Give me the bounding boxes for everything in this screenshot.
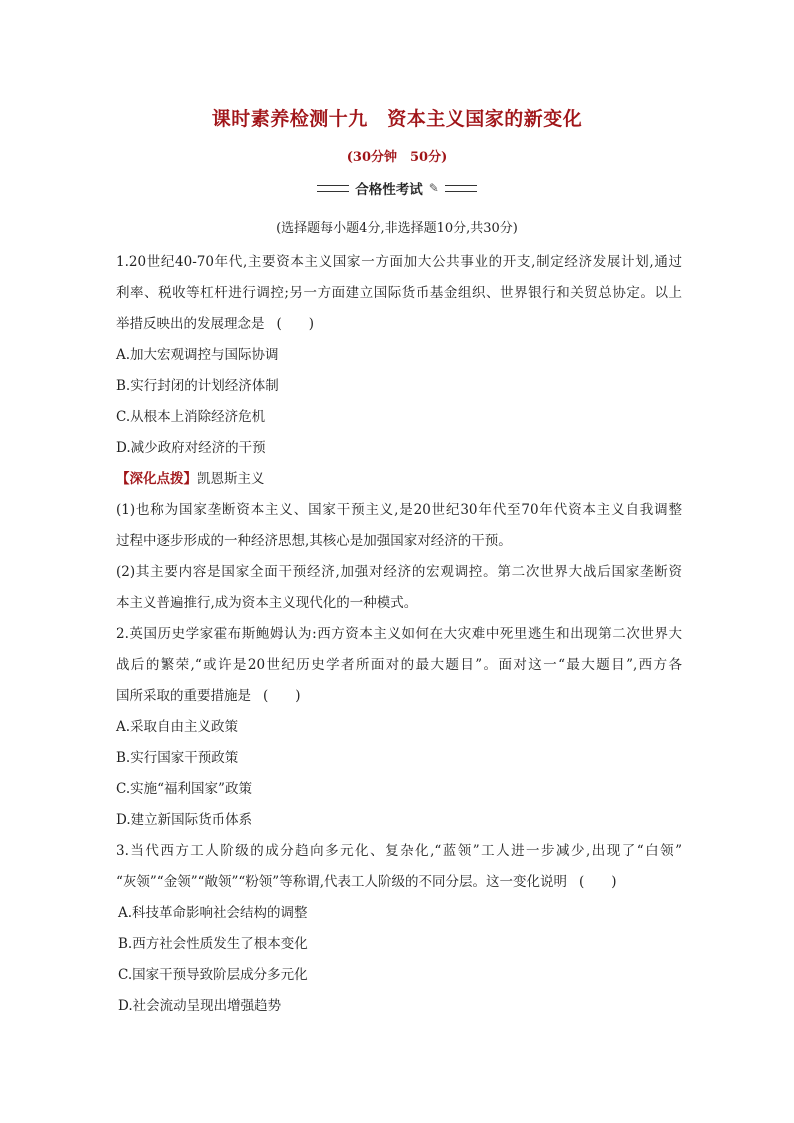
option-c: C.实施“福利国家”政策 [116, 781, 252, 797]
left-double-rule [317, 185, 349, 192]
tip-line-1: (1)也称为国家垄断资本主义、国家干预主义,是20世纪30年代至70年代资本主义自我调整 [116, 502, 682, 518]
option-c: C.从根本上消除经济危机 [116, 409, 266, 425]
option-d: D.建立新国际货币体系 [116, 812, 253, 828]
option-a: A.采取自由主义政策 [116, 719, 239, 735]
question-2-line-1: 2.英国历史学家霍布斯鲍姆认为:西方资本主义如何在大灾难中死里逃生和出现第二次世界大 [116, 626, 682, 642]
question-1-line-3-text: 举措反映出的发展理念是 [116, 316, 265, 332]
option-b: B.西方社会性质发生了根本变化 [118, 936, 308, 952]
section-heading [0, 178, 794, 198]
pencil-icon: ✎ [428, 181, 439, 195]
option-d: D.减少政府对经济的干预 [116, 440, 266, 456]
tip-line-2: 过程中逐步形成的一种经济思想,其核心是加强国家对经济的干预。 [116, 533, 512, 549]
question-3-line-2 [116, 867, 682, 898]
question-2-line-3 [116, 681, 682, 712]
section-title: 合格性考试 [355, 182, 423, 198]
question-1-line-2: 利率、税收等杠杆进行调控;另一方面建立国际货币基金组织、世界银行和关贸总协定。以上 [116, 285, 682, 301]
option-a: A.加大宏观调控与国际协调 [116, 347, 279, 363]
tip-title: 凯恩斯主义 [197, 471, 265, 487]
answer-blank: ( ) [579, 874, 617, 890]
tip-heading [116, 464, 682, 495]
questions-body [116, 247, 682, 1022]
question-2-line-3-text: 国所采取的重要措施是 [116, 688, 251, 704]
question-3-line-1: 3.当代西方工人阶级的成分趋向多元化、复杂化,“蓝领”工人进一步减少,出现了“白领” [116, 843, 682, 859]
answer-blank: ( ) [263, 688, 301, 704]
question-2 [116, 619, 682, 836]
tip-line-3: (2)其主要内容是国家全面干预经济,加强对经济的宏观调控。第二次世界大战后国家垄断资 [116, 564, 682, 580]
question-1-line-1: 1.20世纪40-70年代,主要资本主义国家一方面加大公共事业的开支,制定经济发展计划,通过 [116, 254, 682, 270]
option-c: C.国家干预导致阶层成分多元化 [118, 967, 308, 983]
question-1 [116, 247, 682, 464]
tip-line-4: 本主义普遍推行,成为资本主义现代化的一种模式。 [116, 595, 418, 611]
answer-blank: ( ) [276, 316, 315, 332]
question-1-line-3 [116, 309, 682, 340]
question-2-line-2: 战后的繁荣,“或许是20世纪历史学者所面对的最大题目”。面对这一“最大题目”,西方各 [116, 657, 682, 673]
question-3 [116, 836, 682, 1022]
tip-tag: 【深化点拨】 [116, 471, 197, 487]
time-score-subtitle: (30分钟 50分) [346, 150, 448, 165]
tip-box [116, 464, 682, 619]
option-a: A.科技革命影响社会结构的调整 [118, 905, 308, 921]
scoring-note: (选择题每小题4分,非选择题10分,共30分) [276, 221, 518, 236]
option-b: B.实行国家干预政策 [116, 750, 239, 766]
right-double-rule [445, 185, 477, 192]
option-d: D.社会流动呈现出增强趋势 [118, 998, 282, 1014]
question-3-line-2-text: “灰领”“金领”“敞领”“粉领”等称谓,代表工人阶级的不同分层。这一变化说明 [116, 874, 568, 890]
page-title: 课时素养检测十九 资本主义国家的新变化 [211, 108, 583, 130]
option-b: B.实行封闭的计划经济体制 [116, 378, 279, 394]
